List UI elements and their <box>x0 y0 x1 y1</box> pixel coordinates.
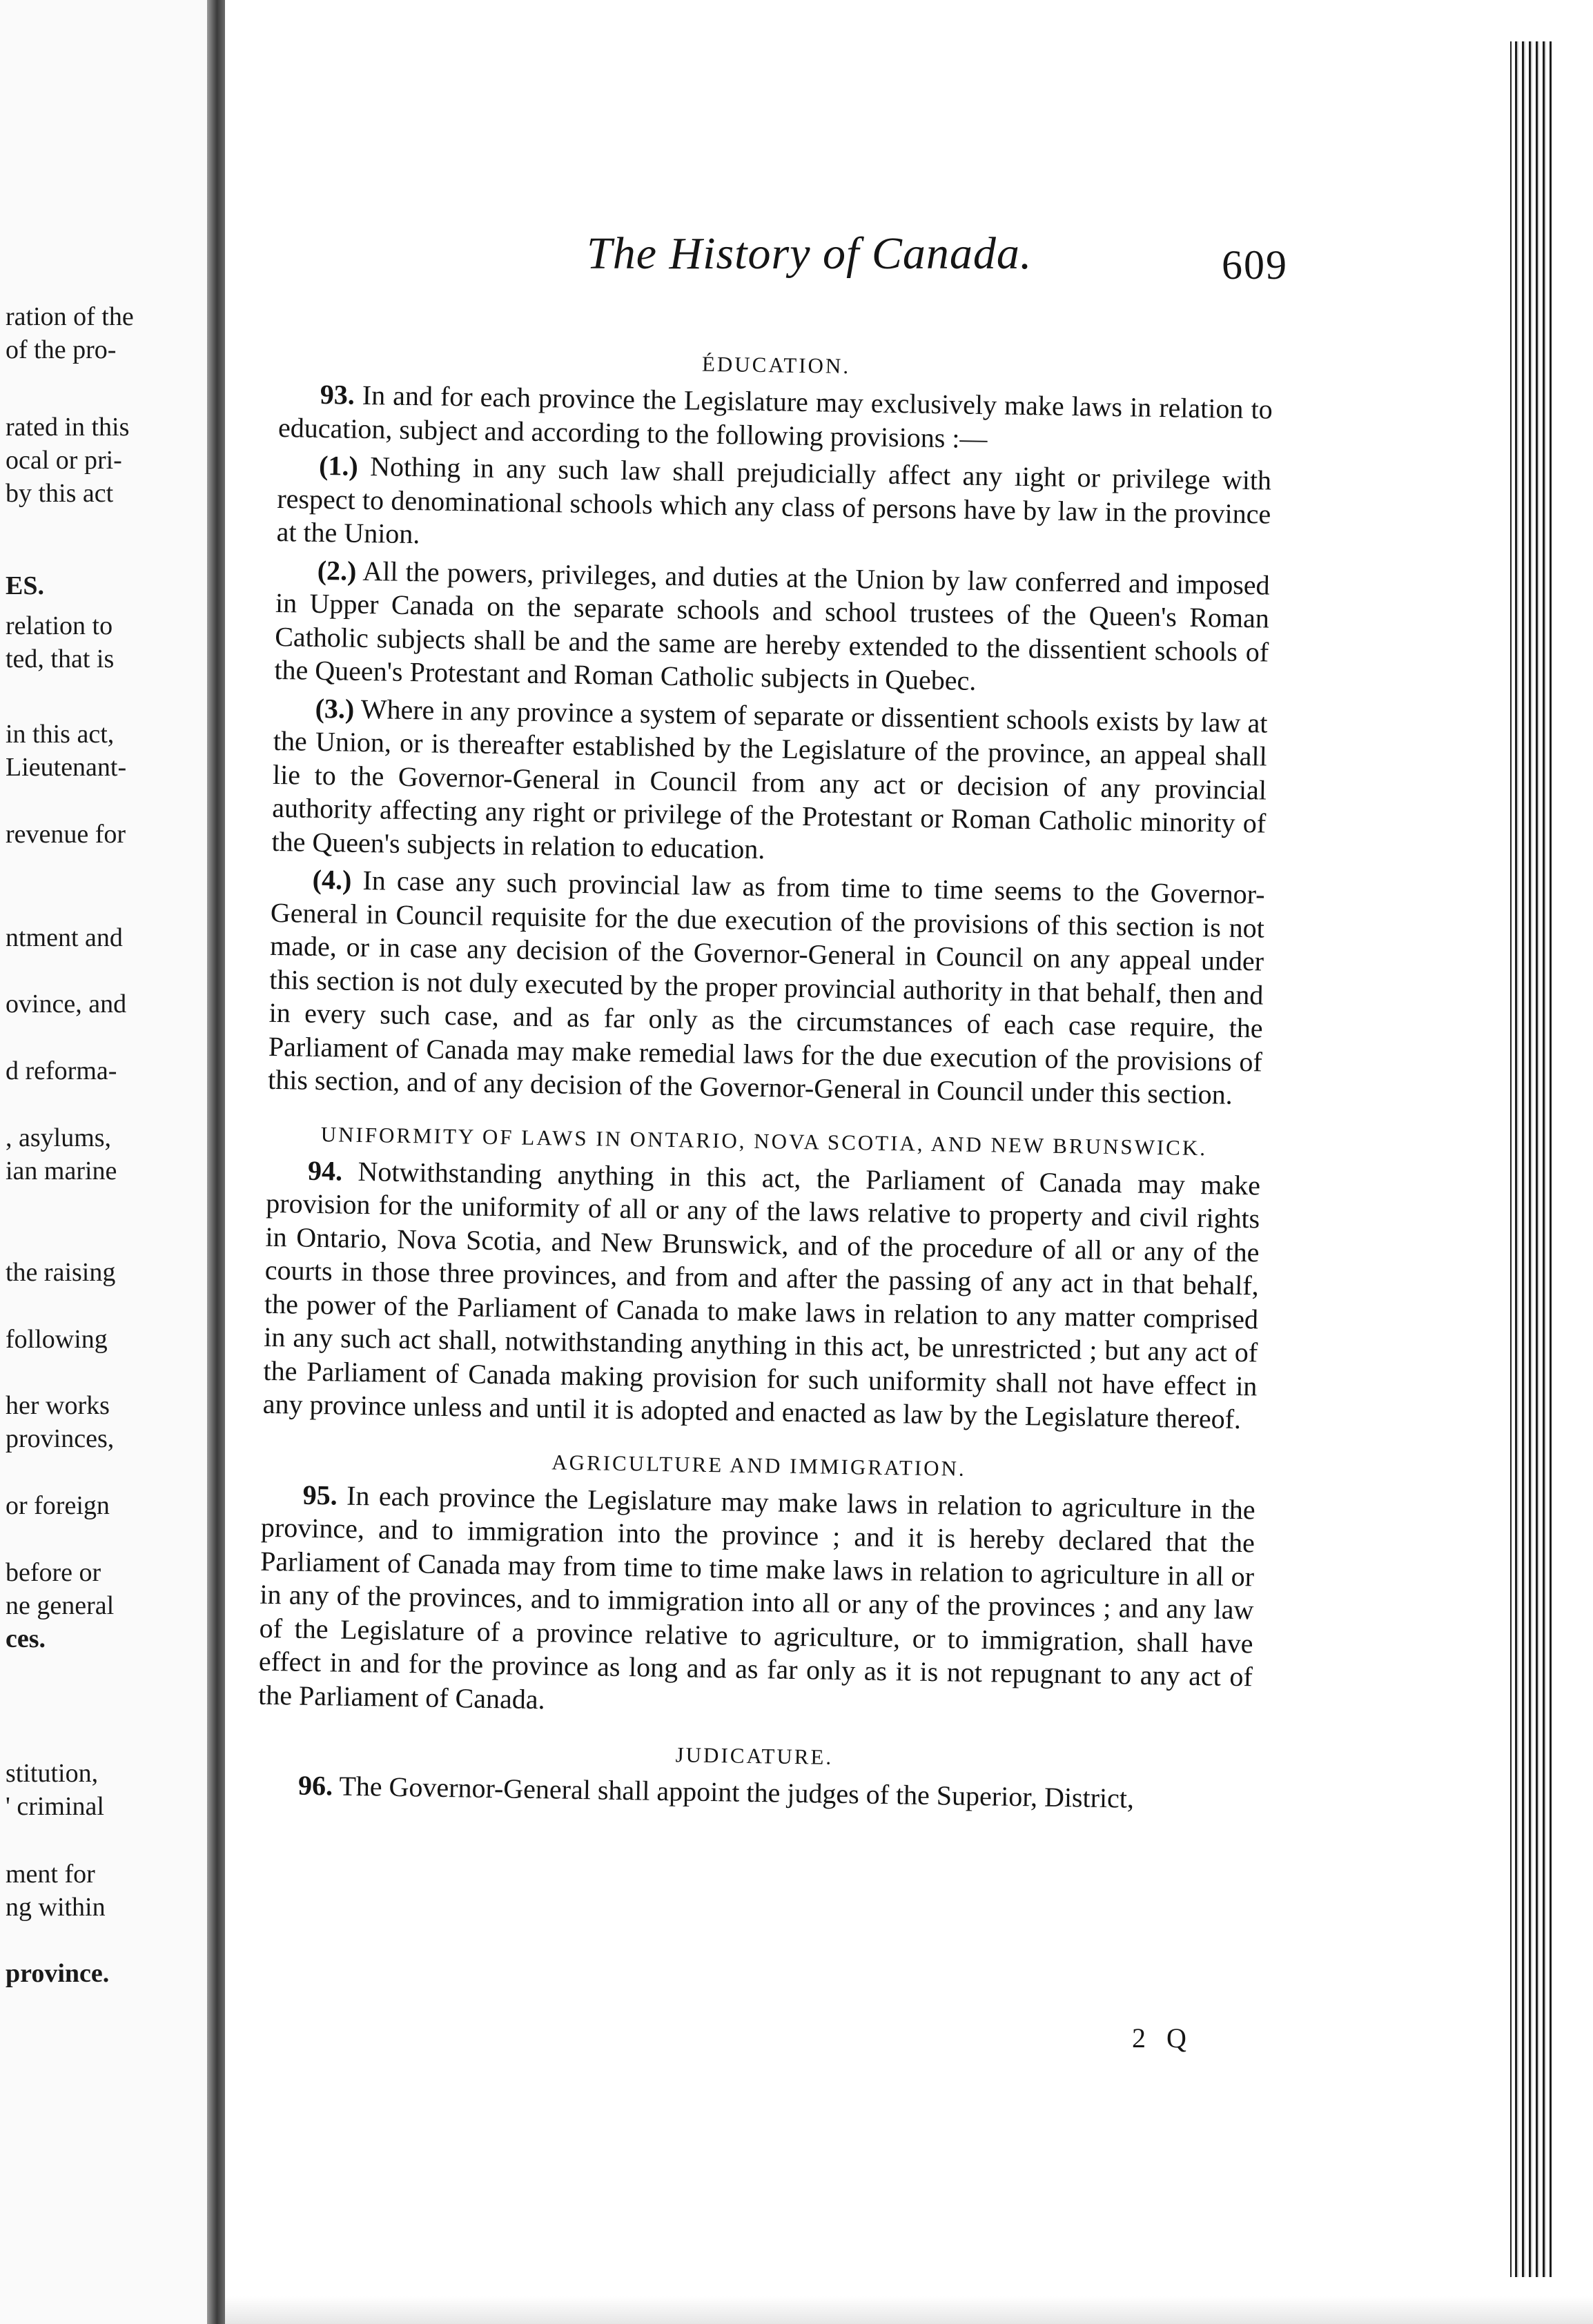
paragraph-number: (4.) <box>312 863 352 896</box>
paragraph-text: Where in any province a system of separate or dissentient schools exists by law at the Union, or is thereafter established by the Legislature of the province, an appeal shall lie to the Governor-General in Council from any act or decision of any provincial authority affecting any right or privilege of the Protestant or Roman Catholic minority of the Queen's subjects in relation to education. <box>271 693 1268 865</box>
facing-page-line: her works <box>6 1391 110 1420</box>
facing-page-line: relation to <box>6 611 113 640</box>
section-heading: AGRICULTURE AND IMMIGRATION. <box>551 1449 966 1481</box>
text-block <box>257 342 1273 1822</box>
section-paragraph <box>268 863 1265 1112</box>
facing-page-line: ES. <box>6 571 44 600</box>
facing-page-line: provinces, <box>6 1424 115 1453</box>
paragraph-text: Nothing in any such law shall prejudicially affect any ıight or privilege with respect to denominational schools which any class of persons have by law in the province at the Union. <box>276 451 1272 550</box>
facing-page-line: revenue for <box>6 820 126 849</box>
paragraph-number: 96. <box>297 1769 333 1802</box>
facing-page-line: ian marine <box>6 1156 117 1185</box>
paragraph-number: 95. <box>302 1479 338 1511</box>
section-paragraph <box>276 449 1271 564</box>
paragraph-text: The Governor-General shall appoint the judges of the Superior, District, <box>339 1770 1135 1814</box>
section-paragraph <box>278 377 1273 460</box>
paragraph-text: In case any such provincial law as from time to time seems to the Governor-General in Council requisite for the due execution of the provisions of this section is not made, or in case any decision of the Governor-General in Council on any appeal under this section is not duly executed by the proper provincial authority in that behalf, then and in every such case, and as far only as the circumstances of each case require, the Parliament of Canada may make remedial laws for the due execution of the provisions of this section, and of any decision of the Governor-General in Council under this section. <box>267 864 1265 1110</box>
section-paragraph <box>271 691 1268 874</box>
page-number: 609 <box>1222 242 1288 288</box>
paragraph-number: 94. <box>307 1154 343 1187</box>
section-heading: ÉDUCATION. <box>701 351 851 378</box>
facing-page-line: Lieutenant- <box>6 753 127 782</box>
facing-page-line: ovince, and <box>6 989 127 1018</box>
section-paragraph <box>258 1477 1255 1727</box>
facing-page-line: ntment and <box>6 923 123 952</box>
paragraph-number: (1.) <box>318 449 359 482</box>
paragraph-number: (2.) <box>317 554 357 587</box>
facing-page-line: in this act, <box>6 720 115 749</box>
paragraph-text: In and for each province the Legislature may exclusively make laws in relation to education, subject and according to the following provisions :— <box>277 379 1273 454</box>
facing-page-line: d reforma- <box>6 1056 117 1085</box>
page-bottom-shade <box>225 2296 1593 2324</box>
facing-page-fragment <box>0 0 207 2324</box>
facing-page-line: ocal or pri- <box>6 446 122 475</box>
facing-page-line: ted, that is <box>6 644 115 673</box>
signature-mark: 2 Q <box>1132 2022 1193 2054</box>
facing-page-line: , asylums, <box>6 1123 112 1152</box>
section-heading: JUDICATURE. <box>675 1742 834 1769</box>
facing-page-line: ment for <box>6 1860 95 1889</box>
facing-page-line: ng within <box>6 1893 106 1922</box>
facing-page-line: ration of the <box>6 302 134 331</box>
section-paragraph <box>274 553 1270 702</box>
book-gutter <box>207 0 225 2324</box>
facing-page-line: or foreign <box>6 1491 110 1520</box>
paragraph-text: In each province the Legislature may make laws in relation to agriculture in the province, and to immigration into the province ; and it is hereby declared that the Parliament of Canada may from time to time make laws in relation to agriculture in all or in any of the provinces, and to immigration into all or any of the provinces ; and any law of the Legislature of a province relative to agriculture, or to immigration, shall have effect in and for the province as long and as far only as it is not repugnant to any act of the Parliament of Canada. <box>257 1479 1255 1715</box>
section-paragraph <box>262 1153 1260 1437</box>
facing-page-line: by this act <box>6 479 114 508</box>
facing-page-line: ' criminal <box>6 1792 104 1821</box>
facing-page-line: following <box>6 1325 108 1354</box>
facing-page-line: of the pro- <box>6 335 117 364</box>
paragraph-number: (3.) <box>315 692 355 725</box>
facing-page-line: province. <box>6 1959 110 1988</box>
facing-page-line: ne general <box>6 1591 115 1620</box>
section-heading: UNIFORMITY OF LAWS IN ONTARIO, NOVA SCOTIA, AND NEW BRUNSWICK. <box>320 1121 1208 1160</box>
facing-page-line: stitution, <box>6 1759 99 1788</box>
facing-page-line: before or <box>6 1558 101 1587</box>
facing-page-line: the raising <box>6 1258 116 1287</box>
paragraph-number: 93. <box>320 378 355 411</box>
page-edges <box>1510 41 1552 2277</box>
paragraph-text: All the powers, privileges, and duties at the Union by law conferred and imposed in Upper Canada on the separate schools and school trustees of the Queen's Roman Catholic subjects shall be and the same are hereby extended to the dissentient schools of the Queen's Protestant and Roman Catholic subjects in Quebec. <box>274 555 1270 696</box>
facing-page-line: rated in this <box>6 413 130 442</box>
paragraph-text: Notwithstanding anything in this act, the Parliament of Canada may make provision for the uniformity of all or any of the laws relative to property and civil rights in Ontario, Nova Scotia, and New Brunswick, and of the procedure of all or any of the courts in those three provinces, and from and after the passing of any act in that behalf, the power of the Parliament of Canada to make laws in relation to any matter comprised in any such act shall, notwithstanding anything in this act, be unrestricted ; but any act of the Parliament of Canada making provision for such uniformity shall not have effect in any province unless and until it is adopted and enacted as law by the Legislature thereof. <box>262 1155 1261 1435</box>
running-title: The History of Canada. <box>587 228 1033 279</box>
facing-page-line: ces. <box>6 1624 46 1653</box>
